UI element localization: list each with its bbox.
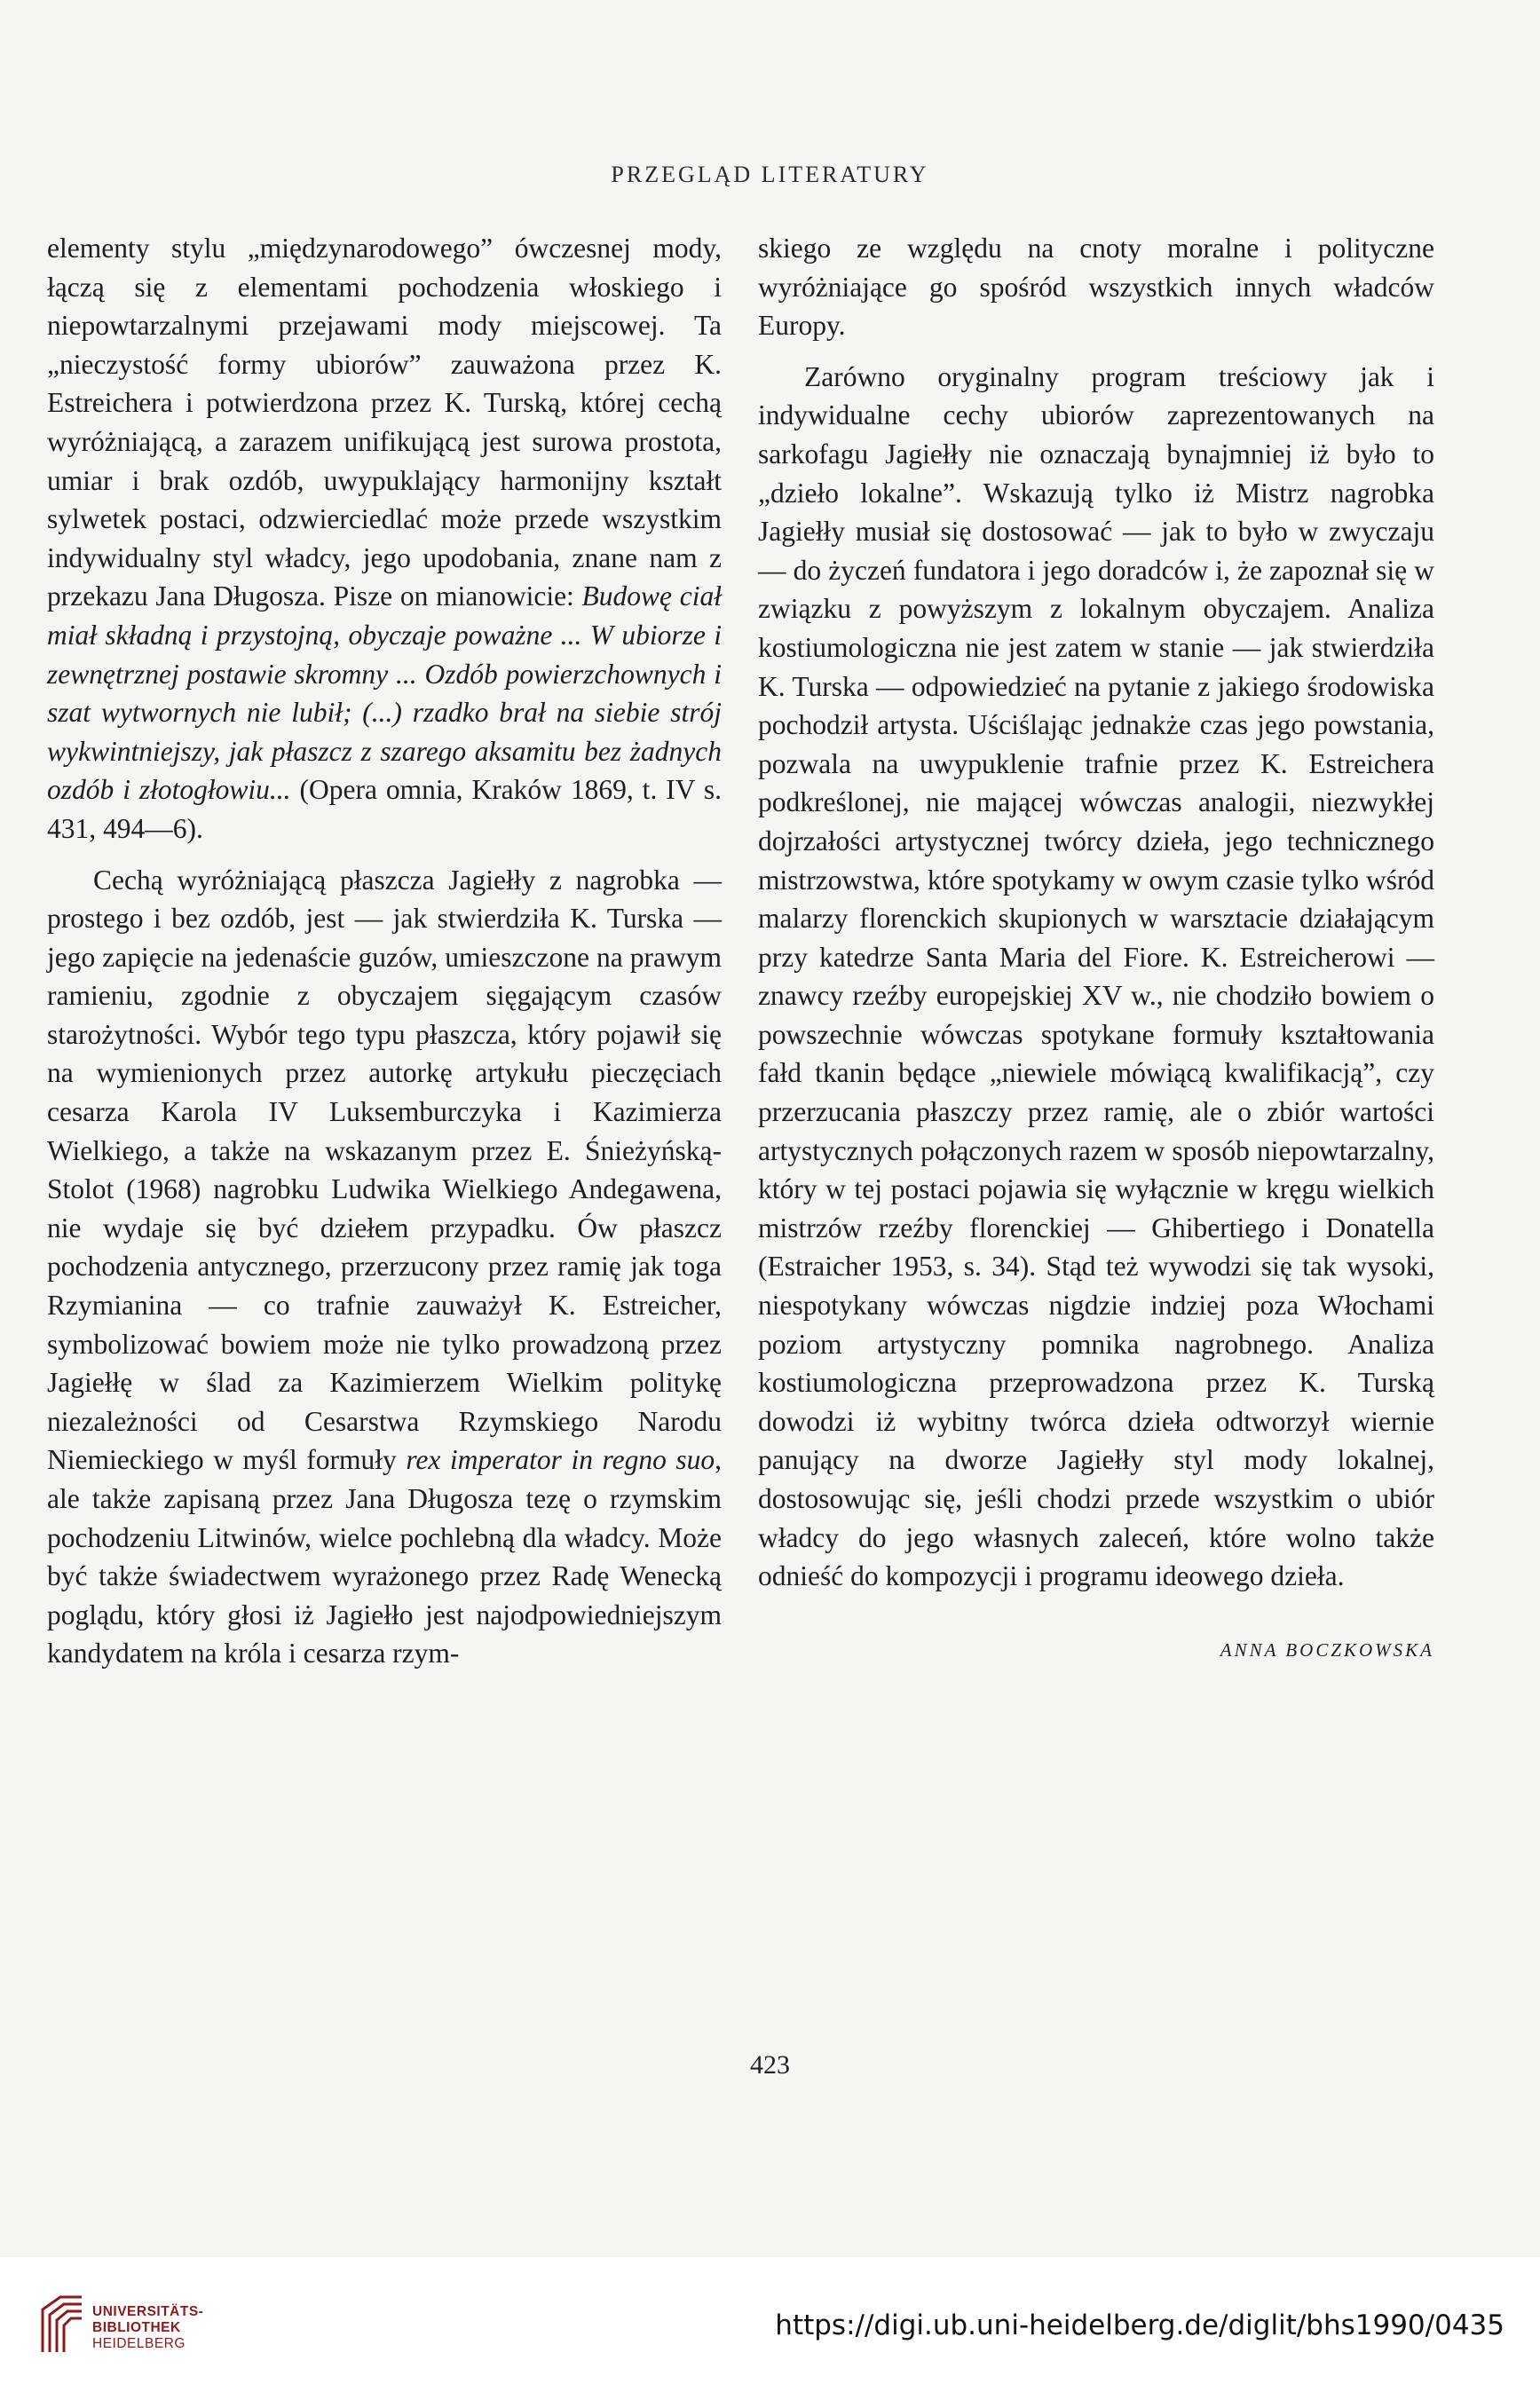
library-name-line-2: BIBLIOTHEK [92,2320,181,2335]
paragraph-1 [47,229,722,849]
dlugosz-quote: Budowę ciał miał składną i przystojną, obyczaje poważne ... W ubiorze i zewnętrznej postawie skromny ... Ozdób powierzchownych i szat wytwornych nie lubił; (...) rzadko brał na siebie strój wykwintniejszy, jak płaszcz z szarego aksamitu bez żadnych ozdób i złotogłowiu... [47,580,722,806]
library-name[interactable] [92,2304,203,2352]
left-column [47,229,722,1673]
author-signature: ANNA BOCZKOWSKA [1220,1638,1434,1661]
paragraph-2 [47,861,722,1673]
page-number: 423 [750,2050,790,2080]
paragraph-4: Zarówno oryginalny program treściowy jak i indywidualne cechy ubiorów zaprezentowanych na sarkofagu Jagiełły nie oznaczają bynajmniej iż było to „dzieło lokalne”. Wskazują tylko iż Mistrz nagrobka Jagiełły musiał się dostosować — jak to było w zwyczaju — do życzeń fundatora i jego doradców i, że zapoznał się w związku z powyższym z lokalnym obyczajem. Analiza kostiumologiczna nie jest zatem w stanie — jak stwierdziła K. Turska — odpowiedzieć na pytanie z jakiego środowiska pochodził artysta. Uściślając jednakże czas jego powstania, pozwala na uwypuklenie trafnie przez K. Estreichera podkreślonej, nie mającej wówczas analogii, niezwykłej dojrzałości artystycznej twórcy dzieła, jego technicznego mistrzowstwa, które spotykamy w owym czasie tylko wśród malarzy florenckich skupionych w warsztacie działającym przy katedrze Santa Maria del Fiore. K. Estreicherowi — znawcy rzeźby europejskiej XV w., nie chodziło bowiem o powszechnie wówczas spotykane formuły kształtowania fałd tkanin będące „niewiele mówiącą kwalifikacją”, czy przerzucania płaszczy przez ramię, ale o zbiór wartości artystycznych połączonych razem w sposób niepowtarzalny, który w tej postaci pojawia się wyłącznie w kręgu wielkich mistrzów rzeźby florenckiej — Ghibertiego i Donatella (Estraicher 1953, s. 34). Stąd też wywodzi się tak wysoki, niespotykany wówczas nigdzie indziej poza Włochami poziom artystyczny pomnika nagrobnego. Analiza kostiumologiczna przeprowadzona przez K. Turską dowodzi iż wybitny twórca dzieła odtworzył wiernie panujący na dworze Jagiełły styl mody lokalnej, dostosowując się, jeśli chodzi przede wszystkim o ubiór władcy do jego własnych zaleceń, które wolno także odnieść do kompozycji i programu ideowego dzieła. [758,360,1434,1592]
paragraph-2-text-b: , ale także zapisaną przez Jana Długosza tezę o rzymskim pochodzeniu Litwinów, wielce pochlebną dla władcy. Może być także świadectwem wyrażonego przez Radę Wenecką poglądu, który głosi iż Jagiełło jest najodpowiedniejszym kandydatem na króla i cesarza rzym- [47,1444,722,1670]
source-url[interactable]: https://digi.ub.uni-heidelberg.de/diglit/bhs1990/0435 [775,2309,1504,2341]
library-name-line-1: UNIVERSITÄTS- [92,2304,204,2319]
library-name-line-3: HEIDELBERG [92,2336,186,2351]
quote-reference: (Opera omnia, Kraków 1869, t. IV s. 431, 494—6). [47,774,722,844]
paragraph-2-text-a: Cechą wyróżniającą płaszcza Jagiełły z nagrobka — prostego i bez ozdób, jest — jak stwierdziła K. Turska — jego zapięcie na jedenaście guzów, umieszczone na prawym ramieniu, zgodnie z obyczajem sięgającym czasów starożytności. Wybór tego typu płaszcza, który pojawił się na wymienionych przez autorkę artykułu pieczęciach cesarza Karola IV Luksemburczyka i Kazimierza Wielkiego, a także na wskazanym przez E. Śnieżyńską-Stolot (1968) nagrobku Ludwika Wielkiego Andegawena, nie wydaje się być dziełem przypadku. Ów płaszcz pochodzenia antycznego, przerzucony przez ramię jak toga Rzymianina — co trafnie zauważył K. Estreicher, symbolizować bowiem może nie tylko prowadzoną przez Jagiełłę w ślad za Kazimierzem Wielkim politykę niezależności od Cesarstwa Rzymskiego Narodu Niemieckiego w myśl formuły [47,864,722,1476]
latin-formula: rex imperator in regno suo [406,1444,715,1476]
heidelberg-university-library-logo[interactable] [36,2290,89,2361]
right-column [758,229,1434,1670]
paragraph-1-text: elementy stylu „międzynarodowego” ówczesnej mody, łączą się z elementami pochodzenia włoskiego i niepowtarzalnymi przejawami mody miejscowej. Ta „nieczystość formy ubiorów” zauważona przez K. Estreichera i potwierdzona przez K. Turską, której cechą wyróżniającą, a zarazem unifikującą jest surowa prostota, umiar i brak ozdób, uwypuklający harmonijny kształt sylwetek postaci, odzwierciedlać może przede wszystkim indywidualny styl władcy, jego upodobania, znane nam z przekazu Jana Długosza. Pisze on mianowicie: [47,233,722,612]
paragraph-3: skiego ze względu na cnoty moralne i polityczne wyróżniające go spośród wszystkich innych władców Europy. [758,233,1434,342]
running-head: PRZEGLĄD LITERATURY [611,162,929,187]
